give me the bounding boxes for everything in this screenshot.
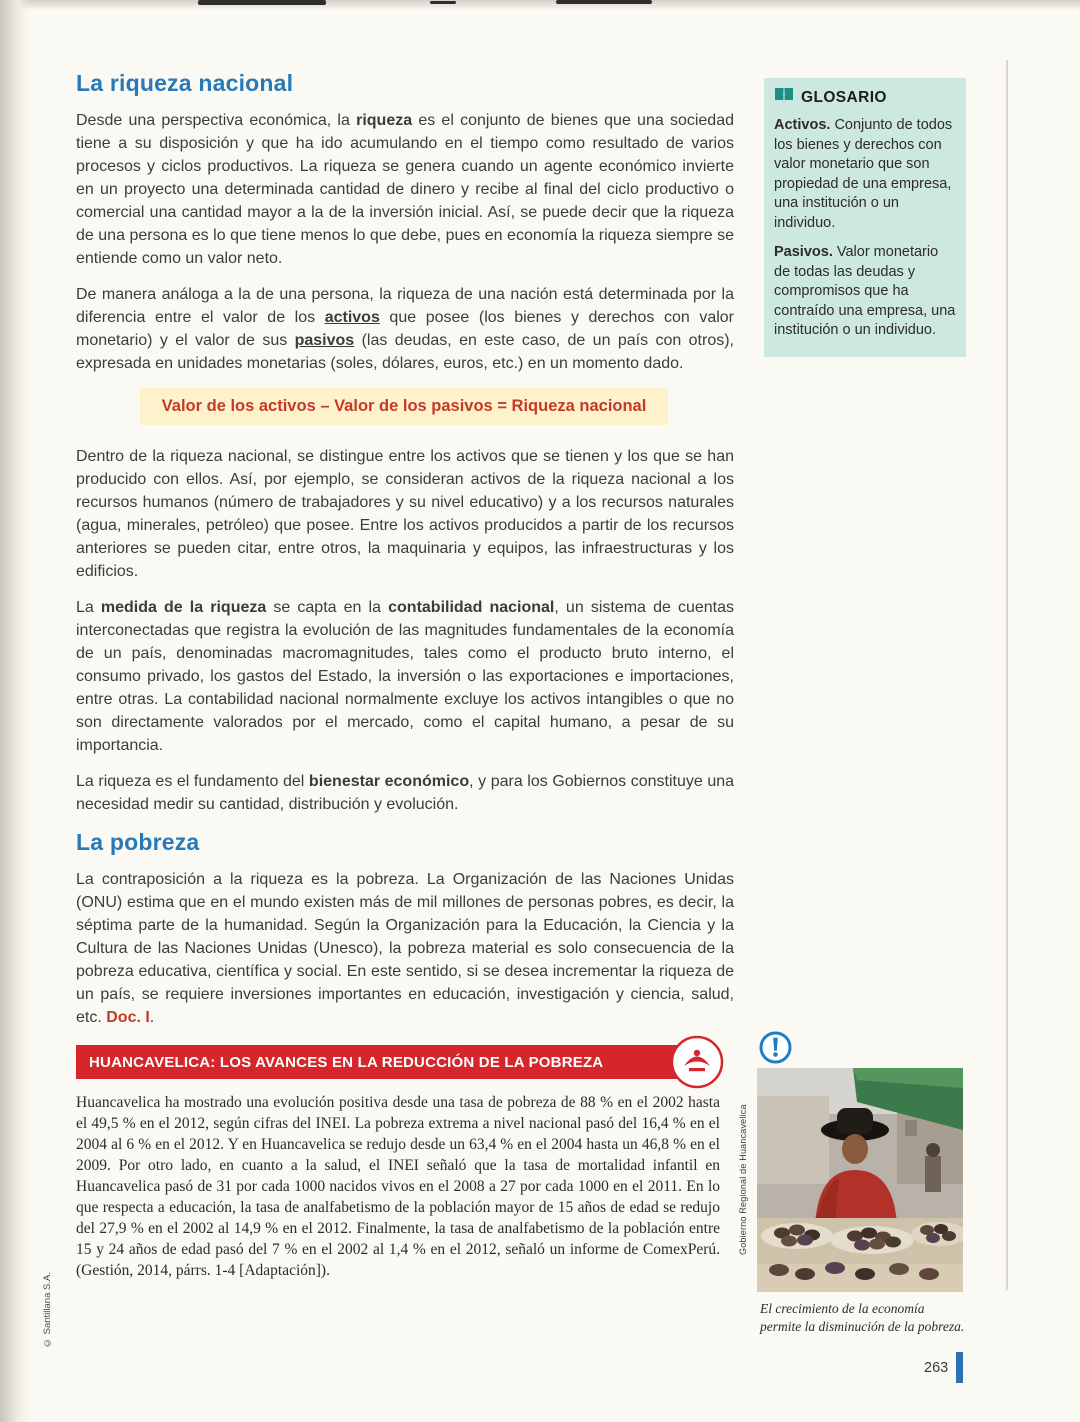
- glossary-definition: Valor monetario de todas las deudas y compromisos que ha contraído una empresa, una institución o un individuo.: [774, 244, 956, 338]
- glossary-term: Pasivos.: [774, 244, 833, 260]
- paragraph-riqueza-1: Desde una perspectiva económica, la riqueza es el conjunto de bienes que una sociedad tiene a su disposición y que ha ido acumulando en el tiempo como resultado de varios procesos y ciclos productivos. La riqueza se genera cuando un agente económico invierte en un proyecto una determinada cantidad de dinero y recibe al final del ciclo productivo o comercial una cantidad mayor a la de la inversión inicial. Así, se puede decir que la riqueza de una persona es lo que tiene menos lo que debe, pues en economía la riqueza siempre se entiende como un valor neto.: [76, 112, 735, 267]
- section-heading-pobreza: La pobreza: [76, 829, 200, 855]
- paragraph-riqueza-3: Dentro de la riqueza nacional, se distingue entre los activos que se tienen y los que se han producido con ellos. Así, por ejemplo, se consideran activos de la riqueza nacional a los recursos humanos (número de trabajadores y su nivel educativo) y a los recursos naturales (agua, minerales, petróleo) que posee. Entre los activos producidos a partir de los recursos anteriores se pueden citar, entre otros, la maquinaria y equipos, las infraestructuras y los edificios.: [76, 448, 734, 580]
- doc-banner: [76, 1045, 702, 1079]
- market-photo: [757, 1068, 963, 1292]
- scan-mark: [556, 0, 652, 4]
- glossary-entry-pasivos: [774, 243, 956, 341]
- paragraph-riqueza-5: La riqueza es el fundamento del bienestar económico, y para los Gobiernos constituye una necesidad medir su cantidad, distribución y evolución.: [76, 773, 735, 813]
- scan-left-shadow: [0, 0, 30, 1422]
- paragraph-pobreza-1: La contraposición a la riqueza es la pobreza. La Organización de las Naciones Unidas (ONU) estima que en el mundo existen más de mil millones de personas pobres, es decir, la séptima parte de la humanidad. Según la Organización para la Educación, la Ciencia y la Cultura de las Naciones Unidas (Unesco), la pobreza material es solo consecuencia de la pobreza educativa, científica y social. En este sentido, si se desea incrementar la riqueza de un país, se requiere inversiones importantes en educación, investigación y ciencia, salud, etc. Doc. I.: [76, 871, 734, 1026]
- page-number: 263: [924, 1360, 949, 1376]
- doc-body-text: Huancavelica ha mostrado una evolución positiva desde una tasa de pobreza de 88 % en el 2002 hasta el 49,5 % en el 2012, según cifras del INEI. La pobreza extrema a nivel nacional pasó del 16,4 % en el 2004 al 6 % en el 2012. Y en Huancavelica se redujo desde un 63,4 % en el 2004 hasta un 46,8 % en el 2009. Por otro lado, en cuanto a la salud, el INEI señaló que la tasa de mortalidad infantil en Huancavelica pasó de 31 por cada 1000 nacidos vivos en el 2008 a 27 por cada 1000 en el 2011. En lo que respecta a educación, la tasa de analfabetismo de la población mayor de 15 años de edad se redujo del 27,9 % en el 2002 al 14,9 % en el 2012. Finalmente, la tasa de analfabetismo de la población entre 15 y 24 años de edad pasó del 7 % en el 2002 al 1,4 % en el 2012, señaló un informe de ComexPerú. (Gestión, 2014, párrs. 1-4 [Adaptación]).: [76, 1094, 720, 1279]
- main-column: [76, 70, 734, 1281]
- glossary-term: Activos.: [774, 117, 831, 133]
- doc-banner-title: HUANCAVELICA: LOS AVANCES EN LA REDUCCIÓN DE LA POBREZA: [89, 1053, 604, 1071]
- glossary-panel: [764, 78, 966, 357]
- page-number-bar: [956, 1352, 963, 1383]
- scan-mark: [430, 1, 456, 4]
- peru-emblem-icon: [670, 1035, 724, 1089]
- formula-box: Valor de los activos – Valor de los pasivos = Riqueza nacional: [140, 388, 668, 425]
- photo-credit: Gobierno Regional de Huancavelica: [738, 1104, 748, 1256]
- page-edge-line: [1006, 60, 1008, 1290]
- scan-mark: [198, 0, 326, 5]
- copyright-notice: © Santillana S.A.: [42, 1272, 53, 1348]
- glossary-entry-activos: [774, 116, 956, 233]
- glossary-title: GLOSARIO: [801, 88, 887, 106]
- glossary-definition: Conjunto de todos los bienes y derechos con valor monetario que son propiedad de una empresa, una institución o un individuo.: [774, 117, 953, 231]
- paragraph-riqueza-2: De manera análoga a la de una persona, la riqueza de una nación está determinada por la diferencia entre el valor de los activos que posee (los bienes y derechos con valor monetario) y el valor de sus pasivos (las deudas, en este caso, de un país con otros), expresada en unidades monetarias (soles, dólares, euros, etc.) en un momento dado.: [76, 286, 734, 372]
- photo-caption: El crecimiento de la economía permite la disminución de la pobreza.: [760, 1301, 965, 1334]
- info-icon: [759, 1031, 792, 1064]
- scan-top-shadow: [0, 0, 1080, 10]
- paragraph-riqueza-4: La medida de la riqueza se capta en la contabilidad nacional, un sistema de cuentas interconectadas que registra la evolución de las magnitudes fundamentales de la economía de un país, denominadas macromagnitudes, tales como el producto bruto interno, el consumo privado, los gastos del Estado, la inversión o las exportaciones e importaciones, entre otras. La contabilidad nacional normalmente excluye los activos intangibles o que no son directamente valorados por el mercado, como el capital humano, a pesar de su importancia.: [76, 599, 735, 754]
- book-icon: [774, 87, 794, 108]
- section-heading-riqueza: La riqueza nacional: [76, 70, 294, 96]
- glossary-header: [774, 87, 956, 108]
